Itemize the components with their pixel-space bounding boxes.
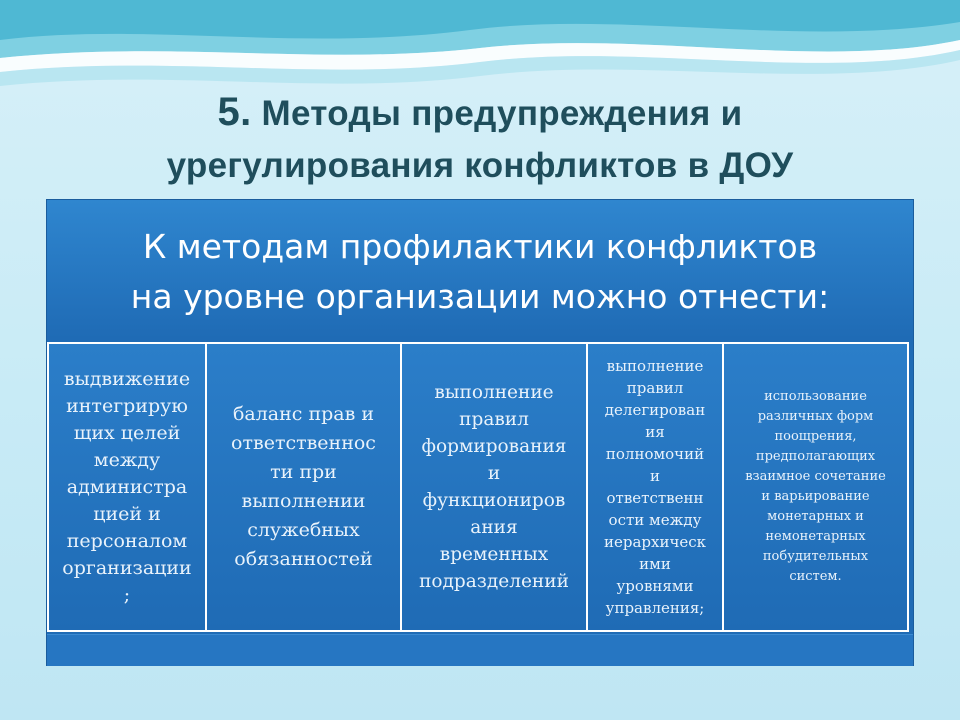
slide-title [0, 86, 960, 192]
method-text-5: использование различных форм поощрения, предполагающих взаимное сочетание и варьирование монетарных и немонетарных побудительных систем. [745, 389, 886, 584]
panel-header-text: К методам профилактики конфликтов на уровне организации можно отнести: [130, 227, 830, 316]
panel-footer-strip [47, 634, 913, 666]
method-text-4: выполнение правил делегирован ия полномочий и ответственн ости между иерархическ ими уровнями управления; [603, 357, 707, 617]
methods-row [47, 342, 913, 632]
method-text-3: выполнение правил формирования и функциониров ания временных подразделений [419, 382, 569, 592]
title-line-1 [0, 86, 960, 140]
title-line-2: урегулирования конфликтов в ДОУ [166, 146, 794, 185]
method-text-2: баланс прав и ответственнос ти при выполнении служебных обязанностей [231, 403, 376, 570]
method-cell-4 [586, 342, 724, 632]
method-cell-5 [722, 342, 909, 632]
method-cell-3 [400, 342, 588, 632]
method-cell-1 [47, 342, 207, 632]
title-number: 5. [217, 90, 252, 134]
methods-panel [47, 200, 913, 665]
panel-header [47, 200, 913, 338]
method-cell-2 [205, 342, 402, 632]
method-text-1: выдвижение интегрирую щих целей между администра цией и персоналом организации ; [62, 367, 192, 606]
title-text-1: Методы предупреждения и [261, 94, 743, 133]
